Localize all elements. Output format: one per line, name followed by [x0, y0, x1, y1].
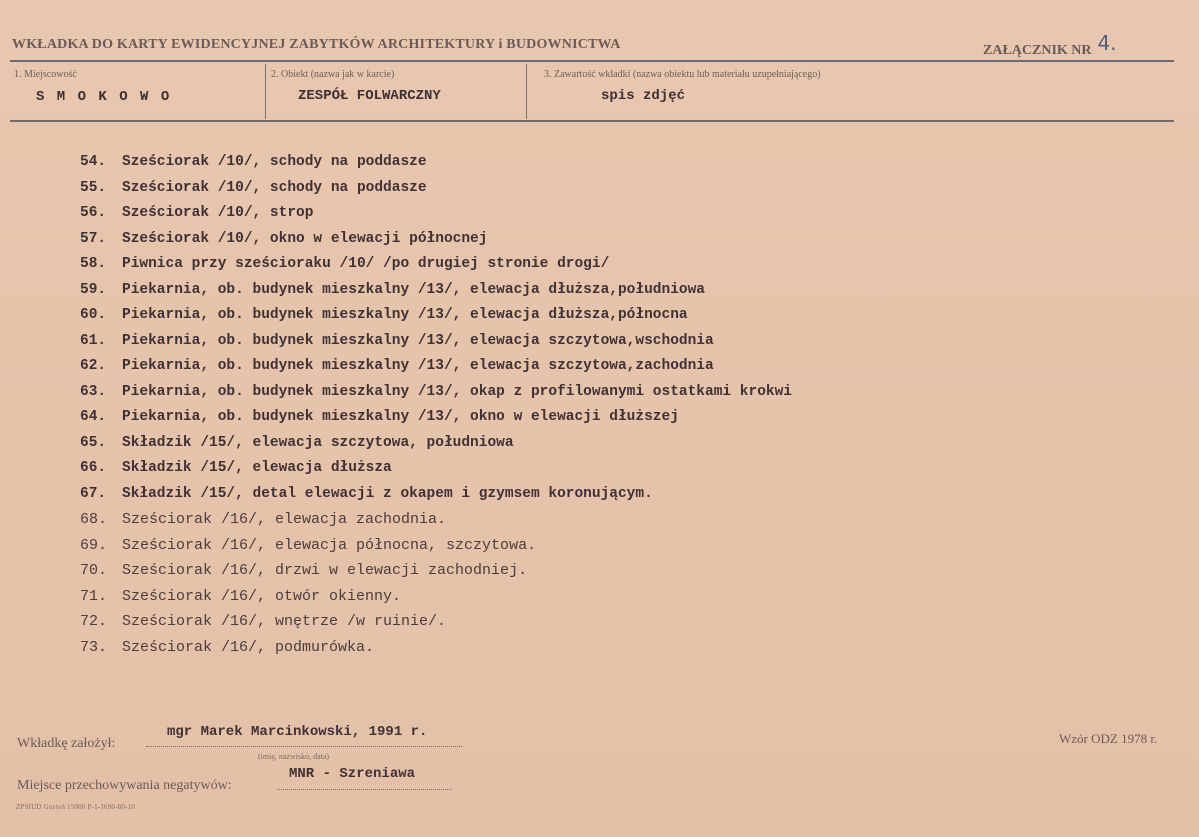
- field-content-label: 3. Zawartość wkładki (nazwa obiektu lub materiału uzupełniającego): [544, 69, 821, 80]
- list-item: 73. Sześciorak /16/, podmurówka.: [80, 638, 375, 656]
- list-item: 64. Piekarnia, ob. budynek mieszkalny /13/, okno w elewacji dłuższej: [80, 409, 679, 425]
- annex-label-text: ZAŁĄCZNIK NR: [983, 43, 1092, 58]
- photo-list: [80, 150, 792, 660]
- list-item: 60. Piekarnia, ob. budynek mieszkalny /13/, elewacja dłuższa,północna: [80, 307, 688, 323]
- storage-line: [277, 789, 452, 790]
- list-item: 56. Sześciorak /10/, strop: [80, 205, 314, 221]
- list-item: 54. Sześciorak /10/, schody na poddasze: [80, 154, 427, 170]
- form-model: Wzór ODZ 1978 r.: [1059, 731, 1158, 746]
- list-item: 61. Piekarnia, ob. budynek mieszkalny /13/, elewacja szczytowa,wschodnia: [80, 332, 714, 349]
- list-item: 69. Sześciorak /16/, elewacja północna, szczytowa.: [80, 536, 537, 554]
- list-item: 66. Składzik /15/, elewacja dłuższa: [80, 460, 392, 476]
- list-item: 68. Sześciorak /16/, elewacja zachodnia.: [80, 511, 447, 528]
- header-divider-bottom: [10, 120, 1174, 122]
- list-item: 63. Piekarnia, ob. budynek mieszkalny /13/, okap z profilowanymi ostatkami krokwi: [80, 383, 793, 400]
- card-title: WKŁADKA DO KARTY EWIDENCYJNEJ ZABYTKÓW ARCHITEKTURY i BUDOWNICTWA: [12, 37, 621, 52]
- annex-number: 4.: [1097, 31, 1117, 55]
- header-divider-top: [10, 60, 1174, 62]
- field-divider-2: [526, 64, 527, 119]
- author-value: mgr Marek Marcinkowski, 1991 r.: [167, 724, 428, 740]
- field-object-label: 2. Obiekt (nazwa jak w karcie): [271, 69, 395, 80]
- list-item: 55. Sześciorak /10/, schody na poddasze: [80, 179, 427, 196]
- list-item: 70. Sześciorak /16/, drzwi w elewacji zachodniej.: [80, 562, 528, 579]
- field-divider-1: [265, 64, 266, 119]
- list-item: 67. Składzik /15/, detal elewacji z okapem i gzymsem koronującym.: [80, 485, 653, 502]
- list-item: 71. Sześciorak /16/, otwór okienny.: [80, 587, 402, 605]
- author-note: (imię, nazwisko, data): [258, 752, 330, 761]
- list-item: 72. Sześciorak /16/, wnętrze /w ruinie/.: [80, 613, 447, 630]
- field-locality-value: S M O K O W O: [36, 89, 172, 105]
- list-item: 57. Sześciorak /10/, okno w elewacji północnej: [80, 230, 488, 247]
- annex-label: [983, 31, 1117, 59]
- field-content-value: spis zdjęć: [601, 88, 686, 104]
- list-item: 62. Piekarnia, ob. budynek mieszkalny /13/, elewacja szczytowa,zachodnia: [80, 358, 714, 374]
- printer-info: ZPSIUD Gostyń 15000 P-1-1690-80-10: [16, 803, 135, 811]
- field-locality-label: 1. Miejscowość: [14, 69, 77, 80]
- list-item: 65. Składzik /15/, elewacja szczytowa, południowa: [80, 434, 514, 451]
- field-object-value: ZESPÓŁ FOLWARCZNY: [298, 88, 441, 104]
- storage-label: Miejsce przechowywania negatywów:: [17, 778, 232, 793]
- author-label: Wkładkę założył:: [17, 736, 116, 751]
- list-item: 59. Piekarnia, ob. budynek mieszkalny /13/, elewacja dłuższa,południowa: [80, 281, 705, 298]
- author-line: [146, 746, 462, 747]
- list-item: 58. Piwnica przy sześcioraku /10/ /po drugiej stronie drogi/: [80, 256, 610, 272]
- storage-value: MNR - Szreniawa: [289, 766, 416, 782]
